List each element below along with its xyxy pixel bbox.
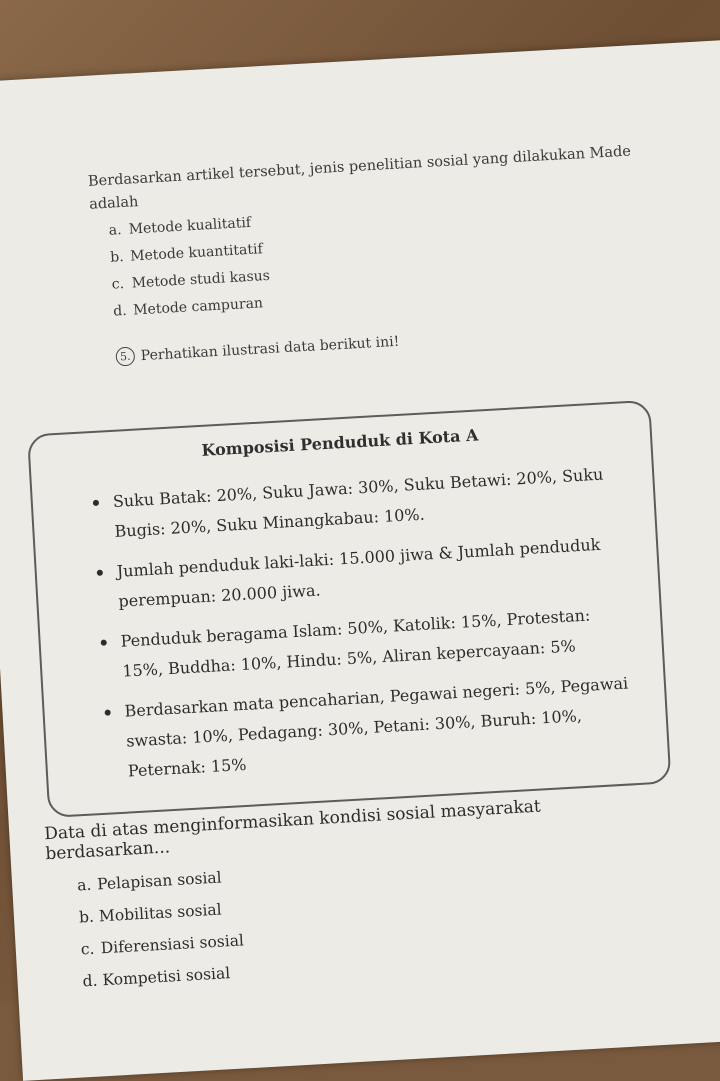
question-5-option-c: c. Diferensiasi sosial	[80, 931, 245, 959]
question-5-header	[115, 317, 657, 366]
bullet-item-religion: Penduduk beragama Islam: 50%, Katolik: 15%, Protestan: 15%, Buddha: 10%, Hindu: 5%, Aliran kepercayaan: 5%	[120, 598, 633, 686]
question-4-option-b: b. Metode kuantitatif	[109, 241, 264, 266]
question-number-circle: 5.	[115, 347, 135, 367]
question-5-option-a: a. Pelapisan sosial	[76, 868, 223, 895]
question-4-option-d: d. Metode campuran	[112, 295, 264, 320]
worksheet-page	[0, 38, 720, 1081]
bullet-item-occupation: Berdasarkan mata pencaharian, Pegawai negeri: 5%, Pegawai swasta: 10%, Pedagang: 30%, Petani: 30%, Buruh: 10%, Peternak: 15%	[124, 668, 638, 786]
question-4-stem: Berdasarkan artikel tersebut, jenis penelitian sosial yang dilakukan Made	[87, 143, 632, 190]
question-5-option-d: d. Kompetisi sosial	[82, 964, 231, 991]
question-5-option-b: b. Mobilitas sosial	[78, 900, 223, 927]
question-4-option-a: a. Metode kualitatif	[108, 214, 252, 239]
question-5-stem: Data di atas menginformasikan kondisi sosial masyarakat berdasarkan...	[43, 796, 542, 865]
bullet-dot	[105, 709, 111, 715]
page-content	[43, 140, 657, 991]
question-4-option-c: c. Metode studi kasus	[111, 267, 271, 293]
bullet-item-ethnicity: Suku Batak: 20%, Suku Jawa: 30%, Suku Betawi: 20%, Suku Bugis: 20%, Suku Minangkabau: 10%.	[112, 459, 625, 547]
question-4-stem-continued: adalah	[88, 194, 139, 213]
question-5-answers	[44, 790, 672, 992]
question-5-intro: Perhatikan ilustrasi data berikut ini!	[140, 333, 400, 364]
bullet-dot	[97, 570, 103, 576]
box-title: Komposisi Penduduk di Kota A	[201, 425, 479, 460]
bullet-dot	[93, 500, 99, 506]
data-bullet-list	[32, 457, 668, 791]
bullet-item-gender: Jumlah penduduk laki-laki: 15.000 jiwa & Jumlah penduduk perempuan: 20.000 jiwa.	[116, 528, 629, 616]
data-illustration-box	[27, 400, 671, 818]
bullet-dot	[101, 640, 107, 646]
